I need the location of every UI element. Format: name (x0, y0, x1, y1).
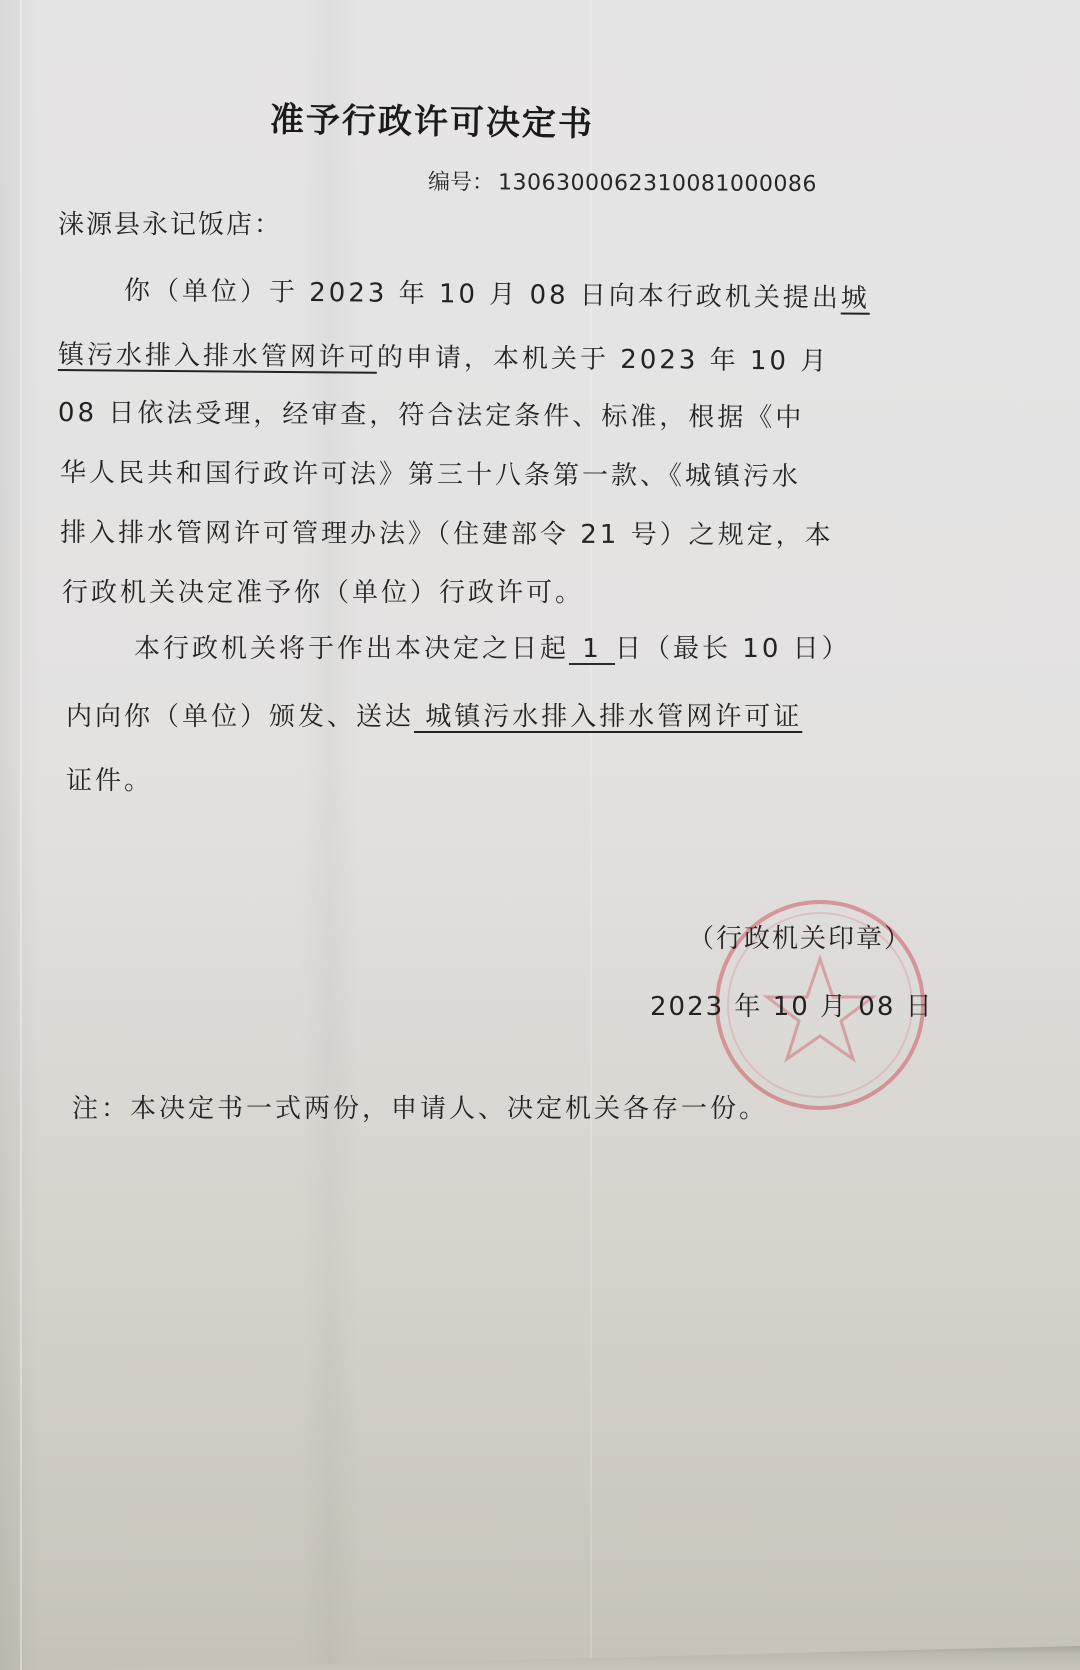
text-segment: 行政机关决定准予你（单位）行政许可。 (62, 578, 585, 608)
underlined-permit-type: 镇污水排入排水管网许可 (57, 340, 378, 373)
paragraph-1-line-3 (58, 392, 805, 434)
text-segment: 华人民共和国行政许可法》第三十八条第一款、《城镇污水 (59, 458, 802, 492)
underlined-permit-type-start: 城 (840, 283, 871, 314)
text-segment: 的申请，本机关于 2023 年 10 月 (376, 342, 830, 377)
text-segment: 内向你（单位）颁发、送达 (66, 702, 415, 732)
paragraph-1-line-1 (124, 270, 870, 315)
document-number-value: 1306300062310081000086 (497, 170, 818, 198)
document-title: 准予行政许可决定书 (269, 100, 595, 145)
text-segment: 本行政机关将于作出本决定之日起 (134, 634, 570, 664)
paragraph-2-line-3 (66, 760, 153, 797)
text-segment: 排入排水管网许可管理办法》（住建部令 21 号）之规定，本 (59, 518, 834, 551)
certificate-name: 城镇污水排入排水管网许可证 (414, 702, 803, 732)
text-segment: 08 日依法受理，经审查，符合法定条件、标准，根据《中 (57, 398, 805, 434)
recipient-name: 涞源县永记饭店： (58, 210, 283, 240)
document-number-label: 编号： (427, 169, 495, 196)
text-segment: 日（最长 10 日） (615, 634, 851, 664)
text-segment: 你（单位）于 2023 年 10 月 08 日向本行政机关提出 (123, 276, 842, 314)
text-segment: 证件。 (66, 766, 154, 796)
footnote: 注：本决定书一式两份，申请人、决定机关各存一份。 (72, 1094, 769, 1124)
paragraph-1-line-5 (60, 512, 834, 552)
document-number (428, 165, 817, 198)
paragraph-1-line-4 (60, 452, 801, 493)
paragraph-2-line-1 (134, 628, 851, 665)
paragraph-2-line-2 (66, 696, 802, 733)
paragraph-1-line-2 (58, 334, 830, 378)
paragraph-1-line-6 (62, 572, 584, 609)
paper-crease (590, 0, 592, 1670)
seal-label: （行政机关印章） (688, 924, 913, 954)
paper-crease (20, 0, 22, 1670)
signature-date: 2023 年 10 月 08 日 (650, 992, 934, 1022)
issue-days-value: 1 (569, 636, 615, 665)
